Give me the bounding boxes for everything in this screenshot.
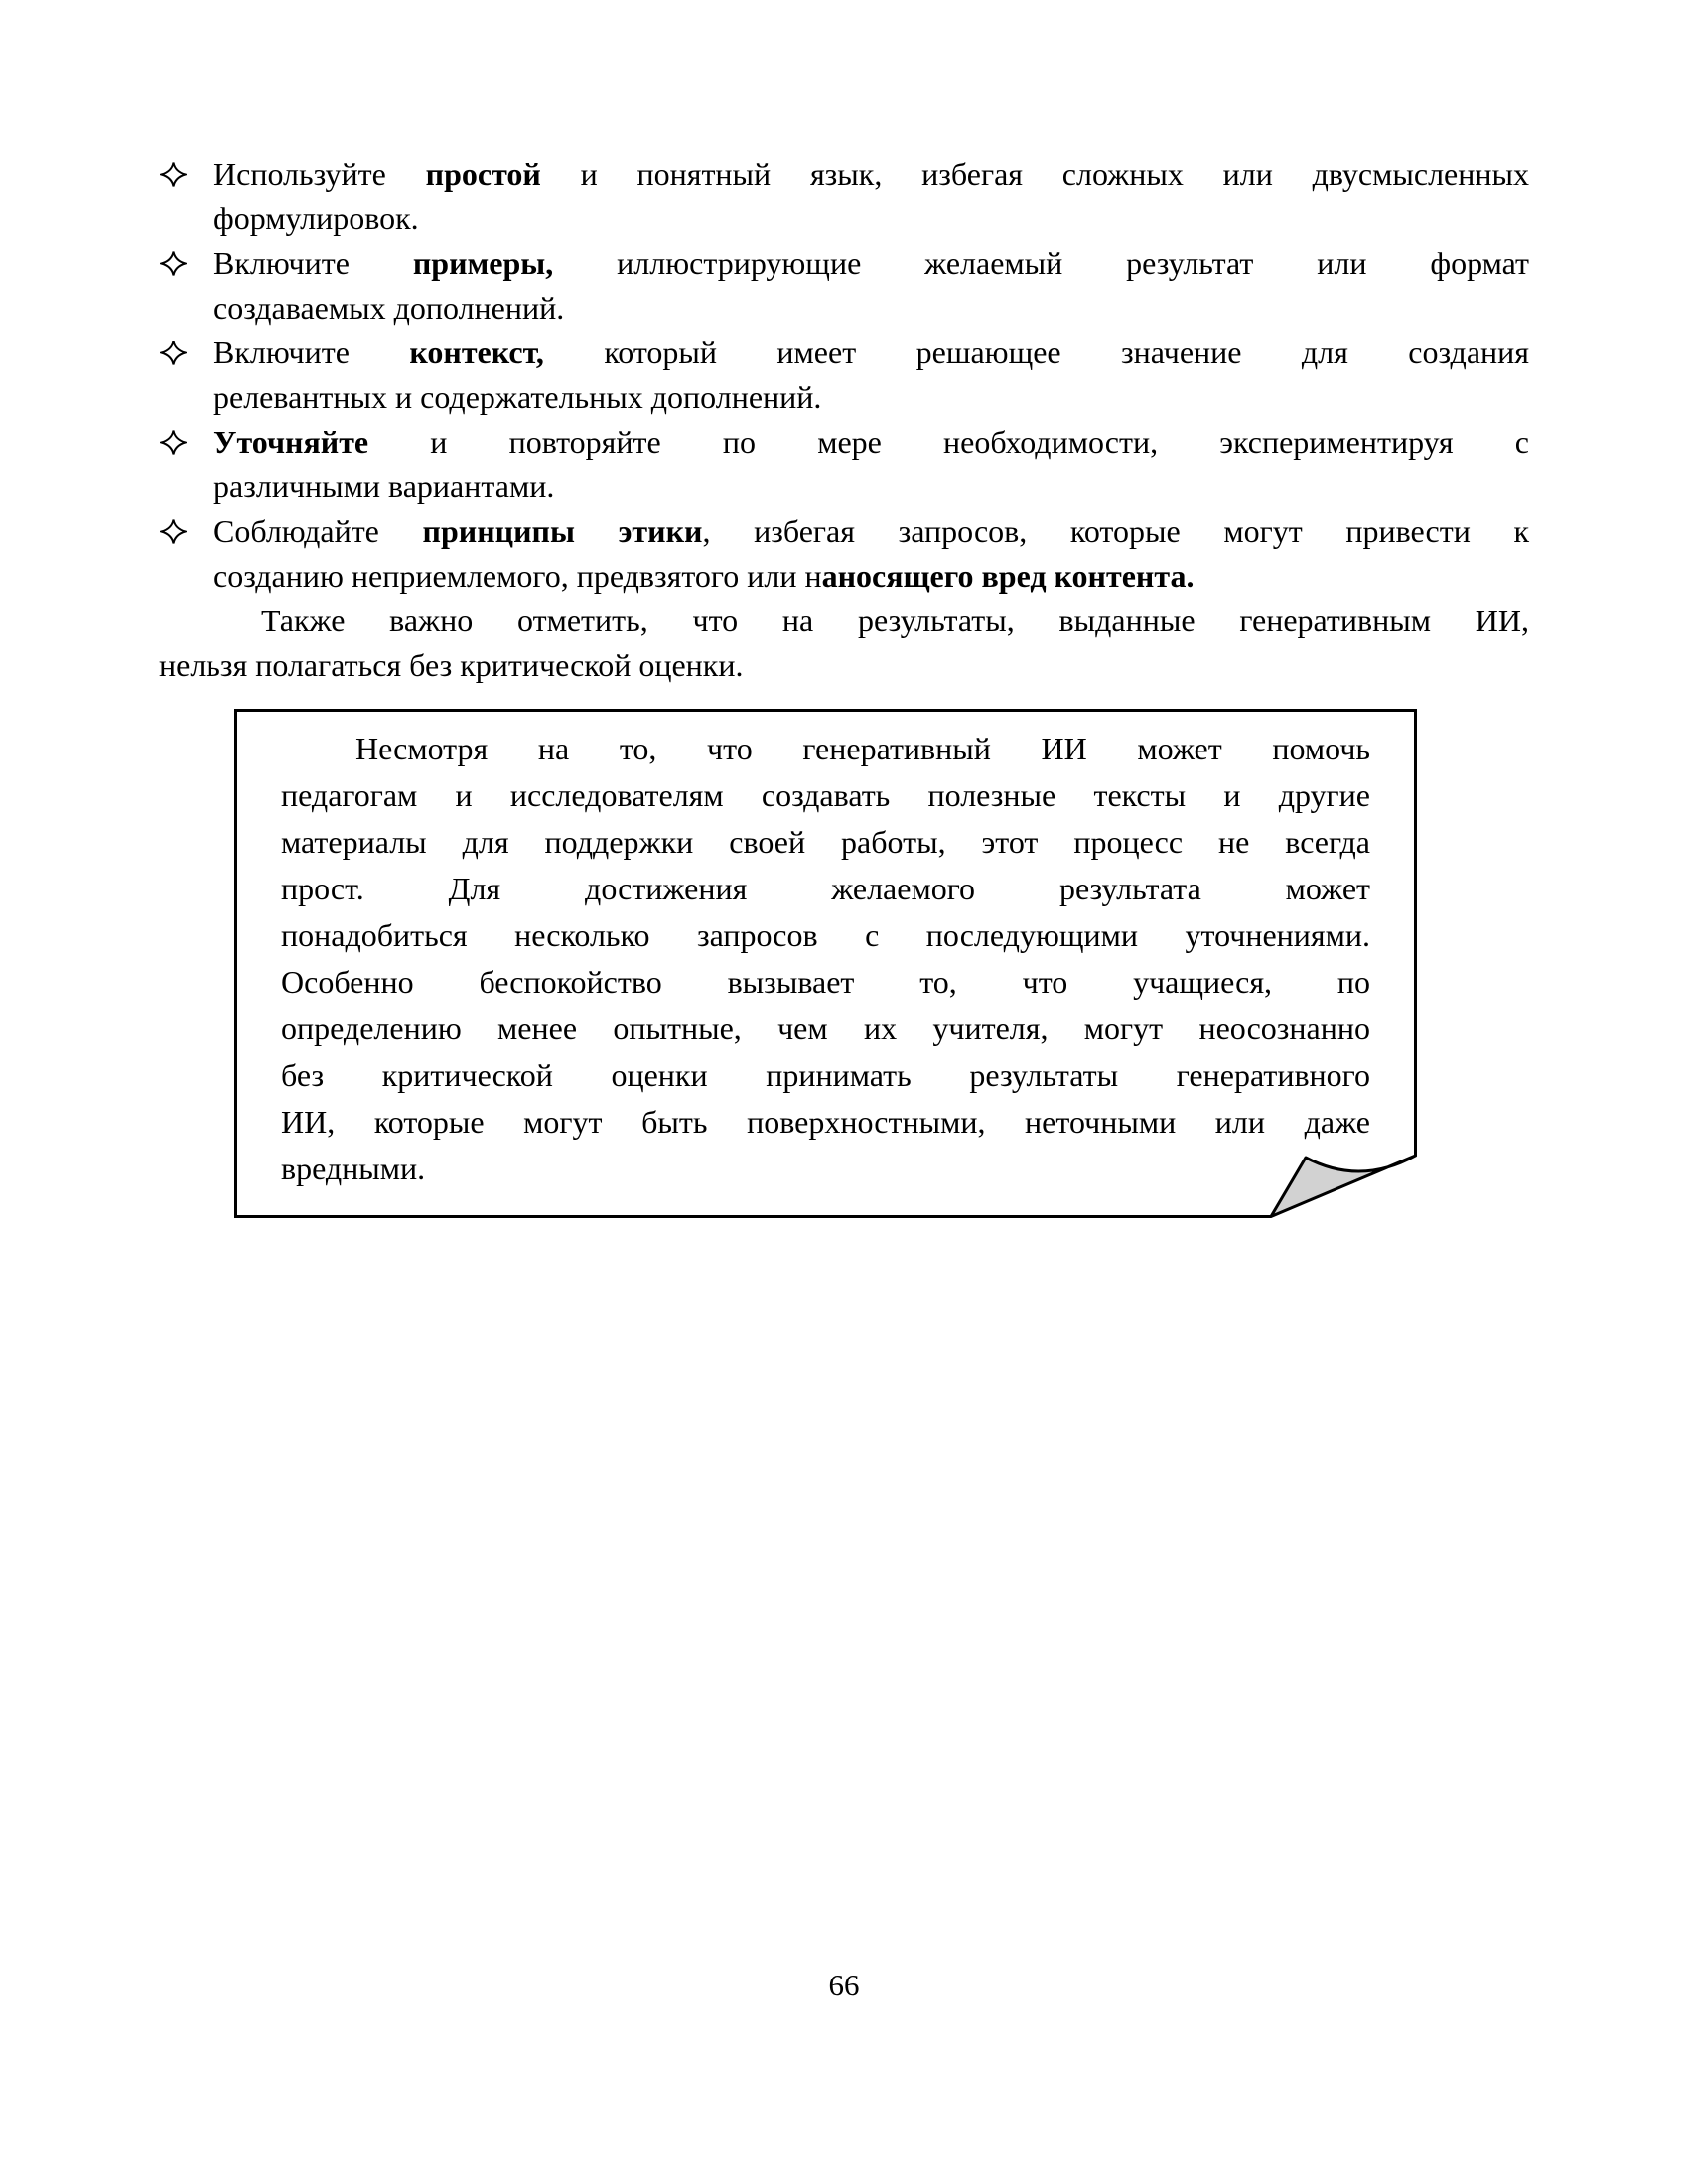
bullet-list [159, 152, 1529, 599]
four-pointed-star-icon [160, 250, 187, 277]
text-line: определению менее опытные, чем их учителя, могут неосознанно [281, 1011, 1370, 1046]
text-line: Включите контекст, который имеет решающее значение для создания [213, 335, 1530, 370]
text-line: создаваемых дополнений. [213, 290, 565, 326]
bullet-item [159, 509, 1529, 599]
text-line: без критической оценки принимать результаты генеративного [281, 1057, 1370, 1093]
text-line: различными вариантами. [213, 469, 555, 504]
text-line: релевантных и содержательных дополнений. [213, 379, 822, 415]
text-line: Особенно беспокойство вызывает то, что учащиеся, по [281, 964, 1370, 1000]
bold-text: принципы этики [422, 513, 703, 549]
bold-text: аносящего вред контента. [821, 558, 1195, 594]
text-line: понадобиться несколько запросов с последующими уточнениями. [281, 917, 1370, 953]
note-box [234, 709, 1417, 1218]
page-content [159, 152, 1530, 1186]
bold-text: простой [425, 156, 541, 192]
text-line: педагогам и исследователям создавать полезные тексты и другие [281, 777, 1370, 813]
bold-text: примеры, [412, 245, 554, 281]
text-line: формулировок. [213, 201, 419, 236]
text-line: созданию неприемлемого, предвзятого или наносящего вред контента. [213, 558, 1195, 594]
four-pointed-star-icon [160, 429, 187, 456]
text-line: нельзя полагаться без критической оценки. [159, 647, 744, 683]
text-line: материалы для поддержки своей работы, этот процесс не всегда [281, 824, 1370, 860]
text-line: Уточняйте и повторяйте по мере необходимости, экспериментируя с [213, 424, 1529, 460]
text-line: вредными. [281, 1151, 426, 1186]
bullet-item [159, 420, 1529, 509]
text-line: Соблюдайте принципы этики, избегая запросов, которые могут привести к [213, 513, 1530, 549]
bold-text: Уточняйте [213, 424, 369, 460]
page-number: 66 [828, 1968, 860, 2002]
text-line: Также важно отметить, что на результаты, выданные генеративным ИИ, [261, 603, 1529, 638]
text-line: Несмотря на то, что генеративный ИИ может помочь [355, 731, 1370, 766]
note-box-text [281, 726, 1370, 1192]
four-pointed-star-icon [160, 161, 187, 188]
text-line: Включите примеры, иллюстрирующие желаемый результат или формат [213, 245, 1530, 281]
four-pointed-star-icon [160, 340, 187, 366]
text-line: Используйте простой и понятный язык, избегая сложных или двусмысленных [213, 156, 1530, 192]
bullet-item [159, 152, 1529, 241]
closing-paragraph [159, 599, 1529, 688]
text-line: ИИ, которые могут быть поверхностными, неточными или даже [281, 1104, 1370, 1140]
four-pointed-star-icon [160, 518, 187, 545]
bullet-item [159, 241, 1529, 331]
bullet-item [159, 331, 1529, 420]
text-line: прост. Для достижения желаемого результата может [281, 871, 1370, 906]
bold-text: контекст, [409, 335, 544, 370]
